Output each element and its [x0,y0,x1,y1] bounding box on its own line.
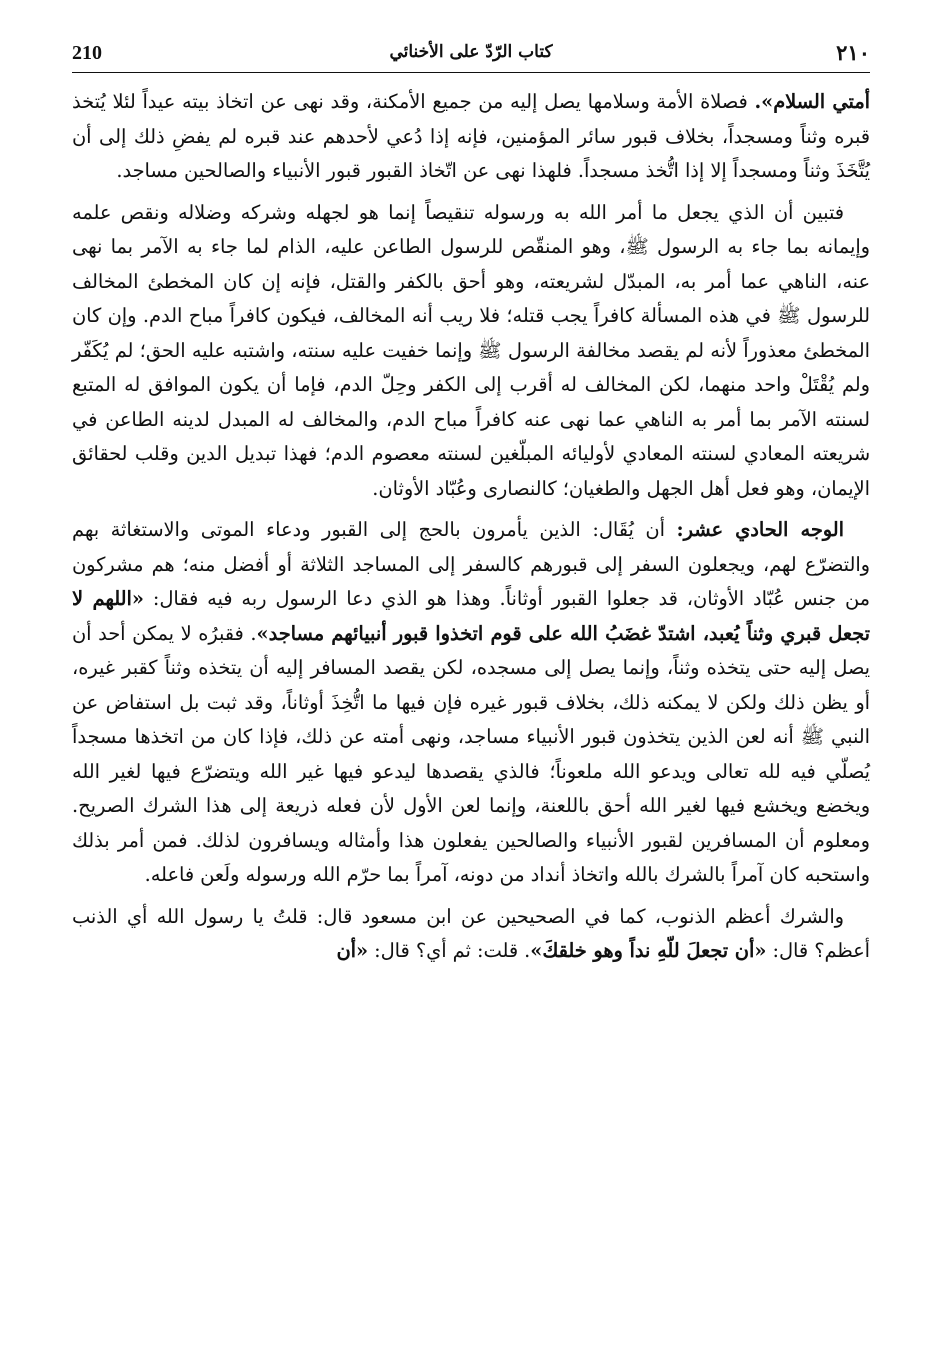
paragraph-3 [72,513,870,893]
text-segment: والشرك أعظم الذنوب، كما في الصحيحين عن ابن مسعود قال: قلتُ يا رسول الله أي الذنب أعظم؟ قال: [72,904,870,962]
hadith-quote: «اللهم لا تجعل قبري وثناً يُعبد، اشتدّ غضَبُ الله على قوم اتخذوا قبور أنبيائهم مساجد» [72,587,870,645]
hadith-quote: «أن تجعلَ للّهِ نداً وهو خلقكَ» [530,939,767,962]
page-number-arabic: ٢١٠ [836,40,870,65]
text-segment: أمتي السلام». [754,90,870,113]
text-segment: . فقبرُه لا يمكن أحد أن يصل إليه حتى يتخذه وثناً، وإنما يصل إلى مسجده، لكن يقصد المسافر إليه أن يتخذه وثناً كقبر غيره، أو يظن ذلك ولكن لا يمكنه ذلك، بخلاف قبور غيره فإن فيها ما اتُّخِذَ أوثاناً، وقد ثبت بل استفاض عن النبي ﷺ أنه لعن الذين يتخذون قبور الأنبياء مساجد، ونهى أمته عن ذلك، فإذا كان من اتخذها مسجداً يُصلّي فيه لله تعالى ويدعو الله ملعوناً؛ فالذي يقصدها ليدعو فيها غير الله ويتضرّع فيها لغير الله ويخضع ويخشع فيها لغير الله أحق باللعنة، وإنما لعن الأول لأن فعله ذريعة إلى هذا الشرك الصريح. ومعلوم أن المسافرين لقبور الأنبياء والصالحين يفعلون هذا وأمثاله ويسافرون لذلك. فمن أمر بذلك واستحبه كان آمراً بالشرك بالله واتخاذ أنداد من دونه، آمراً بما حرّم الله ورسوله ولَعن فاعله. [72,621,870,886]
text-segment: فصلاة الأمة وسلامها يصل إليه من جميع الأمكنة، وقد نهى عن اتخاذ بيته عيداً لئلا يُتخذ قبره وثناً ومسجداً، بخلاف قبور سائر المؤمنين، فإنه إذا دُعي لأحدهم عند قبره لم يفضِ ذلك إلى أن يُتَّخَذَ وثناً ومسجداً إلا إذا اتُّخذ مسجداً. فلهذا نهى عن اتّخاذ القبور قبور الأنبياء والصالحين مساجد. [72,90,870,182]
page-header [72,38,870,73]
text-segment: . قلت: ثم أي؟ قال: [368,939,531,962]
text-segment: فتبين أن الذي يجعل ما أمر الله به ورسوله تنقيصاً إنما هو لجهله وشركه وضلاله ونقص علمه وإيمانه بما جاء به الرسول ﷺ، وهو المنقّص للرسول الطاعن عليه، الذام لما جاء به الآمر بما نهى عنه، الناهي عما أمر به، المبدّل لشريعته، وهو أحق بالكفر والقتل، فإنه إن كان المخطئ المخالف للرسول ﷺ في هذه المسألة كافراً يجب قتله؛ فلا ريب أنه المخالف، فيكون كافراً مباح الدم. وإن كان المخطئ معذوراً لأنه لم يقصد مخالفة الرسول ﷺ وإنما خفيت عليه سنته، واشتبه عليه الحق؛ لم يُكَفّر ولم يُقْتَلْ واحد منهما، لكن المخالف له أقرب إلى الكفر وحِلّ الدم، فإما أن يكون الموافق له المتبع لسنته الآمر بما أمر به الناهي عما نهى عنه كافراً مباح الدم، والمخالف له المبدل لدينه الطاعن في شريعته المعادي لسنته المعادي لأوليائه المبلّغين لسنته معصوم الدم؛ فهذا تبديل الدين وقلب لحقائق الإيمان، وهو فعل أهل الجهل والطغيان؛ كالنصارى وعُبّاد الأوثان. [72,200,870,500]
paragraph-2 [72,196,870,507]
section-heading: الوجه الحادي عشر: [676,518,844,541]
book-page [72,38,870,976]
hadith-quote: «أن [336,939,369,962]
paragraph-1 [72,85,870,189]
page-number-latin: 210 [72,42,102,64]
paragraph-4 [72,900,870,969]
page-body [72,85,870,969]
text-segment: أن يُقَال: الذين يأمرون بالحج إلى القبور ودعاء الموتى والاستغاثة بهم والتضرّع لهم، ويجعلون السفر إلى قبورهم كالسفر إلى المساجد الثلاثة أو أفضل منه؛ هم مشركون من جنس عُبّاد الأوثان، قد جعلوا القبور أوثاناً. وهذا هو الذي دعا الرسول ربه فيه فقال: [72,518,870,610]
running-title: كتاب الرّدّ على الأخنائي [389,42,553,62]
